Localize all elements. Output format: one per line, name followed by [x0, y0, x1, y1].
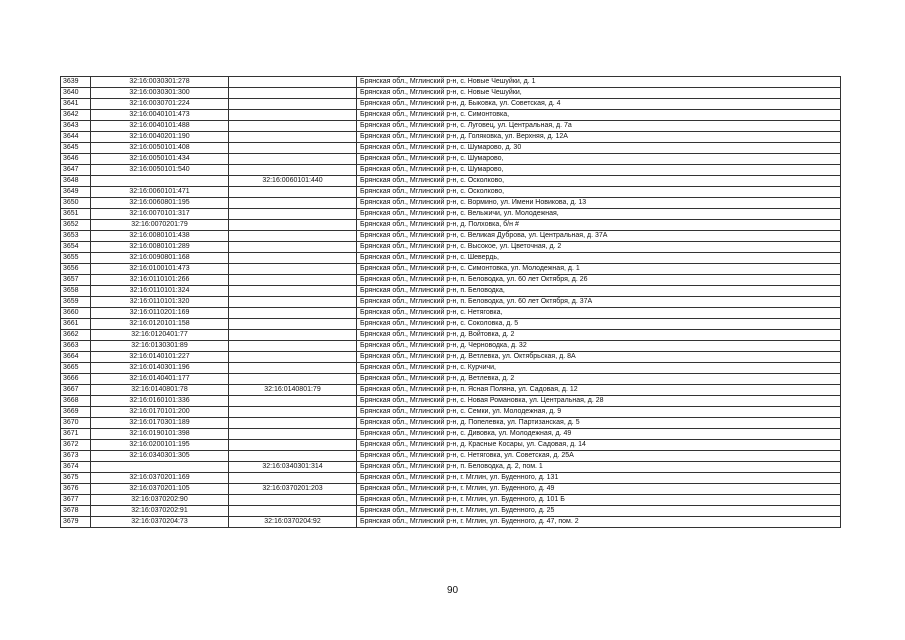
cadastral-number-cell: 32:16:0370201:105: [91, 484, 229, 495]
row-number-cell: 3668: [61, 396, 91, 407]
cadastral-number-cell: 32:16:0120401:77: [91, 330, 229, 341]
row-number-cell: 3667: [61, 385, 91, 396]
table-row: [61, 198, 841, 209]
cadastral-number-cell: 32:16:0100101:473: [91, 264, 229, 275]
related-cadastral-number-cell: [229, 209, 357, 220]
cadastral-number-cell: 32:16:0040201:190: [91, 132, 229, 143]
row-number-cell: 3673: [61, 451, 91, 462]
related-cadastral-number-cell: 32:16:0060101:440: [229, 176, 357, 187]
cadastral-number-cell: 32:16:0080101:438: [91, 231, 229, 242]
table-row: [61, 286, 841, 297]
cadastral-number-cell: 32:16:0050101:540: [91, 165, 229, 176]
related-cadastral-number-cell: [229, 187, 357, 198]
table-body: [61, 77, 841, 528]
related-cadastral-number-cell: [229, 220, 357, 231]
cadastral-number-cell: 32:16:0070201:79: [91, 220, 229, 231]
related-cadastral-number-cell: [229, 418, 357, 429]
table-row: [61, 297, 841, 308]
related-cadastral-number-cell: 32:16:0140801:79: [229, 385, 357, 396]
row-number-cell: 3654: [61, 242, 91, 253]
address-cell: Брянская обл., Мглинский р-н, с. Новые Чешуйки, д. 1: [357, 77, 841, 88]
row-number-cell: 3653: [61, 231, 91, 242]
cadastral-number-cell: 32:16:0370202:91: [91, 506, 229, 517]
table-row: [61, 253, 841, 264]
related-cadastral-number-cell: [229, 440, 357, 451]
address-cell: Брянская обл., Мглинский р-н, с. Новая Романовка, ул. Центральная, д. 28: [357, 396, 841, 407]
address-cell: Брянская обл., Мглинский р-н, п. Беловодка, ул. 60 лет Октября, д. 37А: [357, 297, 841, 308]
row-number-cell: 3663: [61, 341, 91, 352]
related-cadastral-number-cell: [229, 242, 357, 253]
row-number-cell: 3650: [61, 198, 91, 209]
document-table-container: [60, 76, 840, 528]
related-cadastral-number-cell: [229, 319, 357, 330]
table-row: [61, 385, 841, 396]
address-cell: Брянская обл., Мглинский р-н, с. Вормино, ул. Имени Новикова, д. 13: [357, 198, 841, 209]
table-row: [61, 418, 841, 429]
cadastral-number-cell: 32:16:0050101:408: [91, 143, 229, 154]
table-row: [61, 451, 841, 462]
address-cell: Брянская обл., Мглинский р-н, с. Высокое, ул. Цветочная, д. 2: [357, 242, 841, 253]
related-cadastral-number-cell: [229, 495, 357, 506]
table-row: [61, 352, 841, 363]
cadastral-number-cell: 32:16:0370202:90: [91, 495, 229, 506]
address-cell: Брянская обл., Мглинский р-н, с. Шумарово,: [357, 154, 841, 165]
related-cadastral-number-cell: [229, 110, 357, 121]
cadastral-number-cell: 32:16:0190101:398: [91, 429, 229, 440]
cadastral-number-cell: 32:16:0120101:158: [91, 319, 229, 330]
address-cell: Брянская обл., Мглинский р-н, с. Нетяговка, ул. Советская, д. 25А: [357, 451, 841, 462]
row-number-cell: 3657: [61, 275, 91, 286]
table-row: [61, 308, 841, 319]
row-number-cell: 3659: [61, 297, 91, 308]
row-number-cell: 3647: [61, 165, 91, 176]
row-number-cell: 3644: [61, 132, 91, 143]
address-cell: Брянская обл., Мглинский р-н, с. Соколовка, д. 5: [357, 319, 841, 330]
address-cell: Брянская обл., Мглинский р-н, с. Великая Дуброва, ул. Центральная, д. 37А: [357, 231, 841, 242]
table-row: [61, 407, 841, 418]
address-cell: Брянская обл., Мглинский р-н, п. Ясная Поляна, ул. Садовая, д. 12: [357, 385, 841, 396]
address-cell: Брянская обл., Мглинский р-н, с. Луговец, ул. Центральная, д. 7а: [357, 121, 841, 132]
row-number-cell: 3676: [61, 484, 91, 495]
cadastral-number-cell: [91, 176, 229, 187]
row-number-cell: 3643: [61, 121, 91, 132]
address-cell: Брянская обл., Мглинский р-н, п. Беловодка,: [357, 286, 841, 297]
row-number-cell: 3678: [61, 506, 91, 517]
related-cadastral-number-cell: [229, 264, 357, 275]
cadastral-number-cell: 32:16:0110101:266: [91, 275, 229, 286]
row-number-cell: 3677: [61, 495, 91, 506]
cadastral-number-cell: 32:16:0140301:196: [91, 363, 229, 374]
address-cell: Брянская обл., Мглинский р-н, д. Попелевка, ул. Партизанская, д. 5: [357, 418, 841, 429]
address-cell: Брянская обл., Мглинский р-н, г. Мглин, ул. Буденного, д. 131: [357, 473, 841, 484]
table-row: [61, 495, 841, 506]
row-number-cell: 3649: [61, 187, 91, 198]
row-number-cell: 3658: [61, 286, 91, 297]
row-number-cell: 3655: [61, 253, 91, 264]
address-cell: Брянская обл., Мглинский р-н, д. Полховка, б/н #: [357, 220, 841, 231]
address-cell: Брянская обл., Мглинский р-н, с. Симонтовка,: [357, 110, 841, 121]
cadastral-number-cell: [91, 462, 229, 473]
cadastral-number-cell: 32:16:0060801:195: [91, 198, 229, 209]
address-cell: Брянская обл., Мглинский р-н, с. Шумарово,: [357, 165, 841, 176]
address-cell: Брянская обл., Мглинский р-н, д. Черноводка, д. 32: [357, 341, 841, 352]
row-number-cell: 3641: [61, 99, 91, 110]
cadastral-number-cell: 32:16:0140401:177: [91, 374, 229, 385]
cadastral-number-cell: 32:16:0340301:305: [91, 451, 229, 462]
row-number-cell: 3665: [61, 363, 91, 374]
table-row: [61, 220, 841, 231]
related-cadastral-number-cell: [229, 374, 357, 385]
related-cadastral-number-cell: [229, 363, 357, 374]
cadastral-number-cell: 32:16:0110101:324: [91, 286, 229, 297]
cadastral-number-cell: 32:16:0090801:168: [91, 253, 229, 264]
row-number-cell: 3660: [61, 308, 91, 319]
related-cadastral-number-cell: [229, 396, 357, 407]
cadastral-number-cell: 32:16:0060101:471: [91, 187, 229, 198]
cadastral-number-cell: 32:16:0030701:224: [91, 99, 229, 110]
address-cell: Брянская обл., Мглинский р-н, с. Дивовка, ул. Молодежная, д. 49: [357, 429, 841, 440]
row-number-cell: 3656: [61, 264, 91, 275]
address-cell: Брянская обл., Мглинский р-н, д. Быковка, ул. Советская, д. 4: [357, 99, 841, 110]
related-cadastral-number-cell: [229, 88, 357, 99]
table-row: [61, 440, 841, 451]
cadastral-number-cell: 32:16:0140801:78: [91, 385, 229, 396]
related-cadastral-number-cell: [229, 143, 357, 154]
related-cadastral-number-cell: 32:16:0370204:92: [229, 517, 357, 528]
table-row: [61, 330, 841, 341]
row-number-cell: 3666: [61, 374, 91, 385]
address-cell: Брянская обл., Мглинский р-н, с. Шевердь,: [357, 253, 841, 264]
table-row: [61, 99, 841, 110]
row-number-cell: 3639: [61, 77, 91, 88]
related-cadastral-number-cell: [229, 407, 357, 418]
address-cell: Брянская обл., Мглинский р-н, с. Симонтовка, ул. Молодежная, д. 1: [357, 264, 841, 275]
related-cadastral-number-cell: [229, 286, 357, 297]
cadastral-number-cell: 32:16:0370201:169: [91, 473, 229, 484]
cadastral-number-cell: 32:16:0050101:434: [91, 154, 229, 165]
address-cell: Брянская обл., Мглинский р-н, с. Осколково,: [357, 176, 841, 187]
address-cell: Брянская обл., Мглинский р-н, г. Мглин, ул. Буденного, д. 101 Б: [357, 495, 841, 506]
related-cadastral-number-cell: [229, 341, 357, 352]
related-cadastral-number-cell: [229, 352, 357, 363]
row-number-cell: 3645: [61, 143, 91, 154]
cadastral-number-cell: 32:16:0040101:473: [91, 110, 229, 121]
table-row: [61, 176, 841, 187]
table-row: [61, 121, 841, 132]
cadastral-number-cell: 32:16:0160101:336: [91, 396, 229, 407]
table-row: [61, 231, 841, 242]
row-number-cell: 3664: [61, 352, 91, 363]
address-cell: Брянская обл., Мглинский р-н, с. Нетяговка,: [357, 308, 841, 319]
address-cell: Брянская обл., Мглинский р-н, с. Вельжичи, ул. Молодежная,: [357, 209, 841, 220]
address-cell: Брянская обл., Мглинский р-н, г. Мглин, ул. Буденного, д. 25: [357, 506, 841, 517]
row-number-cell: 3648: [61, 176, 91, 187]
table-row: [61, 154, 841, 165]
address-cell: Брянская обл., Мглинский р-н, д. Ветлевка, д. 2: [357, 374, 841, 385]
cadastral-number-cell: 32:16:0070101:317: [91, 209, 229, 220]
related-cadastral-number-cell: [229, 473, 357, 484]
cadastral-number-cell: 32:16:0040101:488: [91, 121, 229, 132]
address-cell: Брянская обл., Мглинский р-н, д. Ветлевка, ул. Октябрьская, д. 8А: [357, 352, 841, 363]
cadastral-number-cell: 32:16:0170301:189: [91, 418, 229, 429]
related-cadastral-number-cell: [229, 429, 357, 440]
related-cadastral-number-cell: 32:16:0370201:203: [229, 484, 357, 495]
table-row: [61, 374, 841, 385]
row-number-cell: 3670: [61, 418, 91, 429]
cadastral-number-cell: 32:16:0030301:278: [91, 77, 229, 88]
table-row: [61, 506, 841, 517]
table-row: [61, 484, 841, 495]
address-cell: Брянская обл., Мглинский р-н, д. Войтовка, д. 2: [357, 330, 841, 341]
table-row: [61, 132, 841, 143]
related-cadastral-number-cell: [229, 308, 357, 319]
table-row: [61, 396, 841, 407]
related-cadastral-number-cell: [229, 253, 357, 264]
related-cadastral-number-cell: [229, 77, 357, 88]
cadastral-number-cell: 32:16:0370204:73: [91, 517, 229, 528]
table-row: [61, 517, 841, 528]
cadastral-number-cell: 32:16:0110201:169: [91, 308, 229, 319]
row-number-cell: 3669: [61, 407, 91, 418]
table-row: [61, 110, 841, 121]
property-table: [60, 76, 841, 528]
row-number-cell: 3671: [61, 429, 91, 440]
row-number-cell: 3679: [61, 517, 91, 528]
table-row: [61, 187, 841, 198]
related-cadastral-number-cell: [229, 99, 357, 110]
table-row: [61, 363, 841, 374]
address-cell: Брянская обл., Мглинский р-н, с. Семки, ул. Молодежная, д. 9: [357, 407, 841, 418]
table-row: [61, 242, 841, 253]
row-number-cell: 3642: [61, 110, 91, 121]
row-number-cell: 3652: [61, 220, 91, 231]
related-cadastral-number-cell: [229, 297, 357, 308]
related-cadastral-number-cell: [229, 121, 357, 132]
cadastral-number-cell: 32:16:0130301:89: [91, 341, 229, 352]
address-cell: Брянская обл., Мглинский р-н, г. Мглин, ул. Буденного, д. 49: [357, 484, 841, 495]
cadastral-number-cell: 32:16:0140101:227: [91, 352, 229, 363]
cadastral-number-cell: 32:16:0200101:195: [91, 440, 229, 451]
page-number: 90: [446, 585, 459, 596]
row-number-cell: 3651: [61, 209, 91, 220]
table-row: [61, 473, 841, 484]
row-number-cell: 3675: [61, 473, 91, 484]
address-cell: Брянская обл., Мглинский р-н, д. Красные Косары, ул. Садовая, д. 14: [357, 440, 841, 451]
table-row: [61, 143, 841, 154]
table-row: [61, 319, 841, 330]
row-number-cell: 3661: [61, 319, 91, 330]
related-cadastral-number-cell: 32:16:0340301:314: [229, 462, 357, 473]
address-cell: Брянская обл., Мглинский р-н, с. Осколково,: [357, 187, 841, 198]
related-cadastral-number-cell: [229, 198, 357, 209]
address-cell: Брянская обл., Мглинский р-н, с. Шумарово, д. 30: [357, 143, 841, 154]
address-cell: Брянская обл., Мглинский р-н, п. Беловодка, ул. 60 лет Октября, д. 26: [357, 275, 841, 286]
related-cadastral-number-cell: [229, 132, 357, 143]
table-row: [61, 77, 841, 88]
cadastral-number-cell: 32:16:0170101:200: [91, 407, 229, 418]
row-number-cell: 3662: [61, 330, 91, 341]
related-cadastral-number-cell: [229, 154, 357, 165]
address-cell: Брянская обл., Мглинский р-н, д. Голяковка, ул. Верхняя, д. 12А: [357, 132, 841, 143]
cadastral-number-cell: 32:16:0030301:300: [91, 88, 229, 99]
table-row: [61, 462, 841, 473]
address-cell: Брянская обл., Мглинский р-н, п. Беловодка, д. 2, пом. 1: [357, 462, 841, 473]
table-row: [61, 88, 841, 99]
related-cadastral-number-cell: [229, 451, 357, 462]
address-cell: Брянская обл., Мглинский р-н, с. Курчичи,: [357, 363, 841, 374]
table-row: [61, 429, 841, 440]
related-cadastral-number-cell: [229, 330, 357, 341]
cadastral-number-cell: 32:16:0080101:289: [91, 242, 229, 253]
row-number-cell: 3646: [61, 154, 91, 165]
row-number-cell: 3674: [61, 462, 91, 473]
table-row: [61, 165, 841, 176]
address-cell: Брянская обл., Мглинский р-н, с. Новые Чешуйки,: [357, 88, 841, 99]
related-cadastral-number-cell: [229, 231, 357, 242]
row-number-cell: 3672: [61, 440, 91, 451]
address-cell: Брянская обл., Мглинский р-н, г. Мглин, ул. Буденного, д. 47, пом. 2: [357, 517, 841, 528]
row-number-cell: 3640: [61, 88, 91, 99]
table-row: [61, 341, 841, 352]
cadastral-number-cell: 32:16:0110101:320: [91, 297, 229, 308]
related-cadastral-number-cell: [229, 275, 357, 286]
table-row: [61, 275, 841, 286]
table-row: [61, 264, 841, 275]
related-cadastral-number-cell: [229, 506, 357, 517]
related-cadastral-number-cell: [229, 165, 357, 176]
table-row: [61, 209, 841, 220]
